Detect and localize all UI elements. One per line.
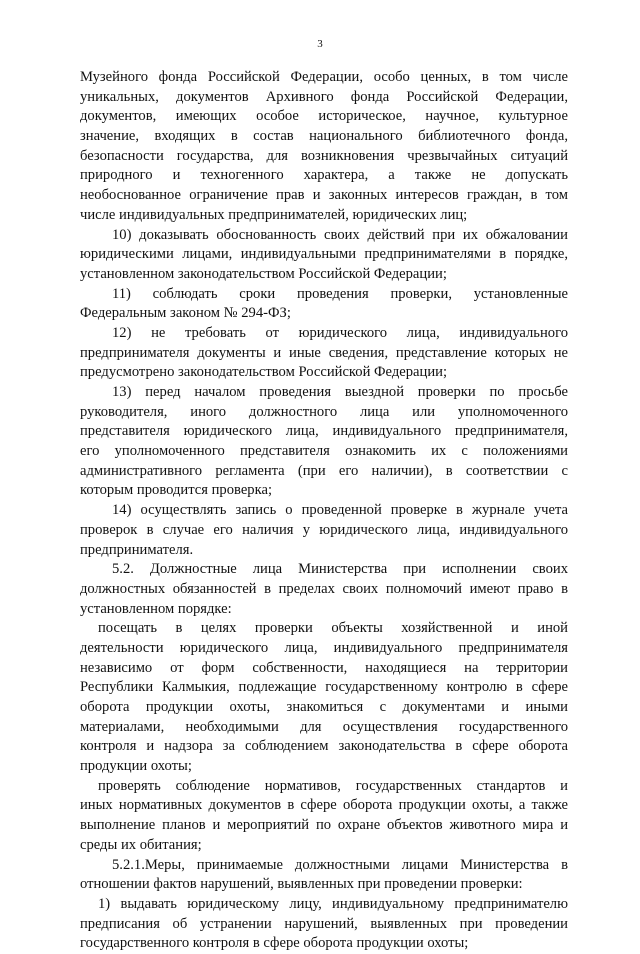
text-line: контроля и надзора за соблюдением законодательства в сфере оборота (80, 738, 568, 755)
text-line: предписания об устранении нарушений, выявленных при проведении (80, 915, 568, 932)
text-line: 5.2.1.Меры, принимаемые должностными лицами Министерства в (112, 856, 568, 873)
text-line: 12) не требовать от юридического лица, индивидуального (112, 324, 568, 341)
text-line: документов, имеющих особое историческое, научное, культурное (80, 108, 568, 125)
text-line: представителя юридического лица, индивидуального предпринимателя, (80, 423, 568, 440)
text-line: выполнение планов и мероприятий по охране объектов животного мира и (80, 817, 568, 834)
text-line: среды их обитания; (80, 836, 202, 853)
text-line: административного регламента (при его наличии), в соответствии с (80, 462, 568, 479)
text-line: 10) доказывать обоснованность своих действий при их обжаловании (112, 226, 568, 243)
text-line: 1) выдавать юридическому лицу, индивидуальному предпринимателю (98, 895, 568, 912)
page-number: 3 (317, 38, 323, 50)
text-line: проверять соблюдение нормативов, государственных стандартов и (98, 777, 568, 794)
text-line: продукции охоты; (80, 758, 192, 775)
text-line: установленном законодательством Российской Федерации; (80, 265, 447, 282)
text-line: руководителя, иного должностного лица или уполномоченного (80, 403, 568, 420)
text-line: Федеральным законом № 294-ФЗ; (80, 305, 291, 322)
text-line: установленном порядке: (80, 600, 232, 617)
text-line: числе индивидуальных предпринимателей, юридических лиц; (80, 206, 468, 223)
text-line: 11) соблюдать сроки проведения проверки, установленные (112, 285, 568, 302)
text-line: Республики Калмыкия, подлежащие государственному контролю в сфере (80, 679, 568, 696)
text-line: природного и техногенного характера, а также не допускать (80, 167, 568, 184)
text-line: деятельности юридического лица, индивидуального предпринимателя (80, 639, 568, 656)
text-line: безопасности государства, для возникновения чрезвычайных ситуаций (80, 147, 568, 164)
text-line: 14) осуществлять запись о проведенной проверке в журнале учета (112, 502, 568, 519)
text-line: юридическими лицами, индивидуальными предпринимателями в порядке, (80, 246, 568, 263)
text-line: 5.2. Должностные лица Министерства при исполнении своих (112, 561, 568, 578)
text-line: отношении фактов нарушений, выявленных при проведении проверки: (80, 876, 523, 893)
text-line: предусмотрено законодательством Российской Федерации; (80, 364, 448, 381)
document-body (80, 68, 568, 954)
text-line: необоснованное ограничение прав и законных интересов граждан, в том (80, 187, 568, 204)
text-line: должностных обязанностей в пределах своих полномочий имеют право в (80, 580, 568, 597)
text-line: значение, входящих в состав национального библиотечного фонда, (80, 128, 568, 145)
text-line: иных нормативных документов в сфере оборота продукции охоты, а также (80, 797, 568, 814)
text-line: 13) перед началом проведения выездной проверки по просьбе (112, 384, 568, 400)
text-line: оборота продукции охоты, знакомиться с документами и иными (80, 699, 568, 715)
text-line: государственного контроля в сфере оборота продукции охоты; (80, 935, 469, 952)
text-line: предпринимателя. (80, 541, 194, 558)
text-line: Музейного фонда Российской Федерации, особо ценных, в том числе (80, 69, 568, 85)
text-line: уникальных, документов Архивного фонда Российской Федерации, (80, 88, 568, 105)
text-line: посещать в целях проверки объекты хозяйственной и иной (98, 620, 568, 637)
text-line: его уполномоченного представителя ознакомить их с положениями (80, 443, 568, 460)
text-line: проверок в случае его наличия у юридического лица, индивидуального (80, 521, 568, 538)
text-line: предпринимателя документы и иные сведения, представление которых не (80, 344, 568, 361)
text-line: независимо от форм собственности, находящиеся на территории (80, 659, 568, 676)
text-line: материалами, необходимыми для осуществления государственного (80, 718, 568, 735)
text-line: которым проводится проверка; (80, 482, 273, 499)
